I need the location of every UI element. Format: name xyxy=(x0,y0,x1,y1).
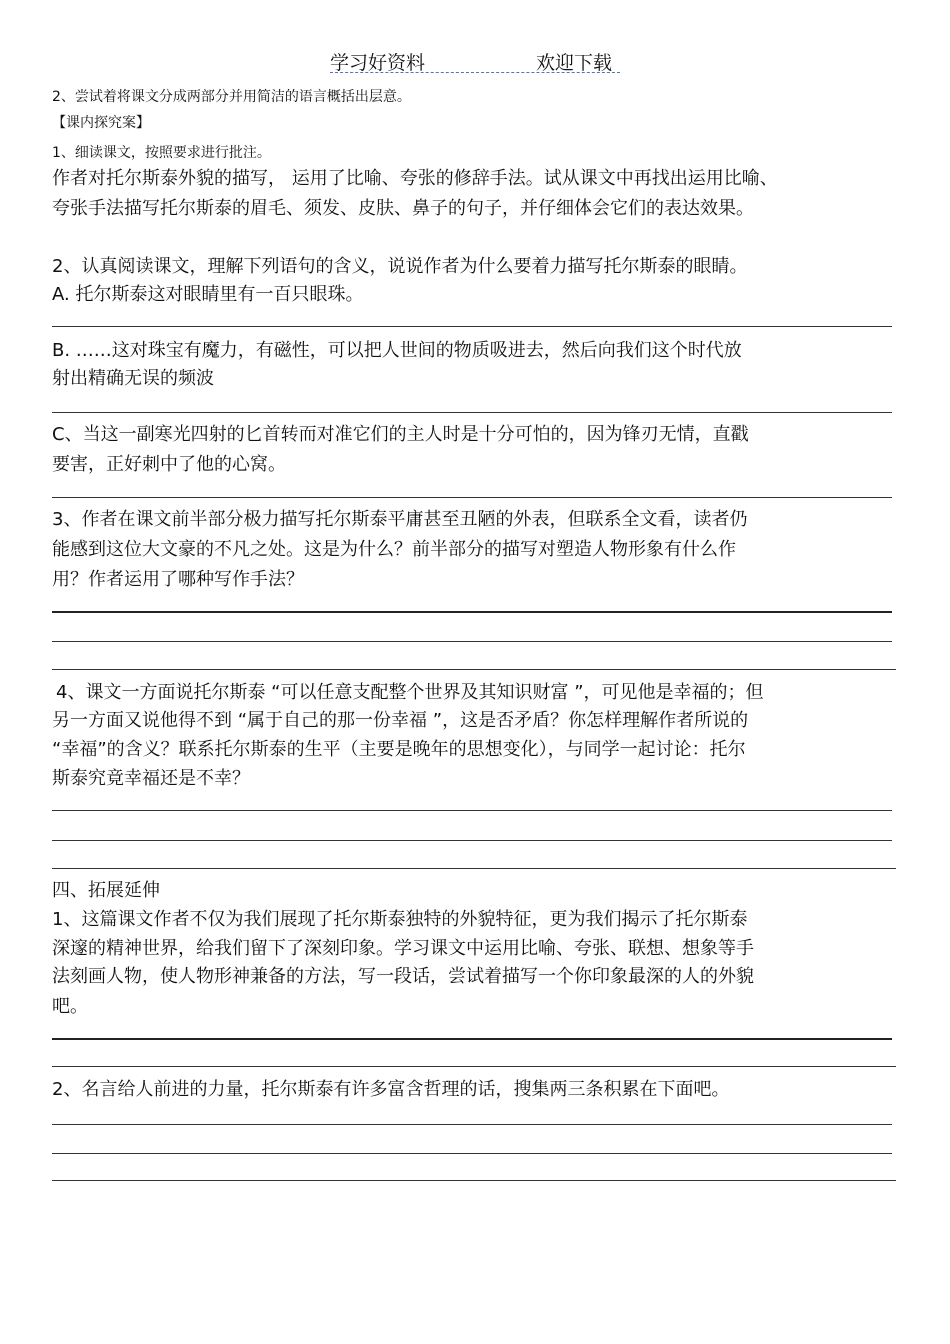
answer-line xyxy=(52,868,896,869)
part2-c-line2: 要害，正好刺中了他的心窝。 xyxy=(52,454,286,475)
question-2-divide: 2、尝试着将课文分成两部分并用简洁的语言概括出层意。 xyxy=(52,89,411,105)
answer-line xyxy=(52,1038,892,1040)
extension-line1: 1、这篇课文作者不仅为我们展现了托尔斯泰独特的外貌特征，更为我们揭示了托尔斯泰 xyxy=(52,909,748,930)
extension-line3: 法刻画人物，使人物形神兼备的方法，写一段话，尝试着描写一个你印象最深的人的外貌 xyxy=(52,966,754,987)
answer-line xyxy=(52,1153,892,1154)
answer-line xyxy=(52,1180,896,1181)
header-right: 欢迎下载 xyxy=(536,52,613,74)
answer-line xyxy=(52,412,892,413)
part4-line2: 另一方面又说他得不到 “属于自己的那一份幸福 ”，这是否矛盾？你怎样理解作者所说的 xyxy=(52,710,749,731)
answer-line xyxy=(52,810,892,811)
part1-line1: 作者对托尔斯泰外貌的描写， 运用了比喻、夸张的修辞手法。试从课文中再找出运用比喻、 xyxy=(52,168,778,189)
answer-line xyxy=(52,611,892,613)
part4-line4: 斯泰究竟幸福还是不幸？ xyxy=(52,768,250,789)
part3-line1: 3、作者在课文前半部分极力描写托尔斯泰平庸甚至丑陋的外表，但联系全文看，读者仍 xyxy=(52,509,748,530)
answer-line xyxy=(52,326,892,327)
answer-line xyxy=(52,1124,892,1125)
part2-b-line2: 射出精确无误的频波 xyxy=(52,368,214,389)
item-1: 1、细读课文，按照要求进行批注。 xyxy=(52,145,271,161)
part3-line2: 能感到这位大文豪的不凡之处。这是为什么？前半部分的描写对塑造人物形象有什么作 xyxy=(52,539,736,560)
extension-title: 四、拓展延伸 xyxy=(52,880,160,901)
part2-b-line1: B. ……这对珠宝有魔力，有磁性，可以把人世间的物质吸进去，然后向我们这个时代放 xyxy=(52,340,742,361)
extension-line2: 深邃的精神世界，给我们留下了深刻印象。学习课文中运用比喻、夸张、联想、想象等手 xyxy=(52,938,754,959)
extension-question-2: 2、名言给人前进的力量，托尔斯泰有许多富含哲理的话，搜集两三条积累在下面吧。 xyxy=(52,1079,730,1100)
part3-line3: 用？作者运用了哪种写作手法？ xyxy=(52,569,304,590)
part2-a: A. 托尔斯泰这对眼睛里有一百只眼珠。 xyxy=(52,284,364,305)
section-heading: 【课内探究案】 xyxy=(52,115,150,131)
header-left: 学习好资料 xyxy=(330,52,426,74)
answer-line xyxy=(52,840,892,841)
answer-line xyxy=(52,497,892,498)
part1-line2: 夸张手法描写托尔斯泰的眉毛、须发、皮肤、鼻子的句子，并仔细体会它们的表达效果。 xyxy=(52,198,754,219)
answer-line xyxy=(52,641,892,642)
answer-line xyxy=(52,669,896,670)
extension-line4: 吧。 xyxy=(52,996,88,1017)
part4-line1: 4、课文一方面说托尔斯泰 “可以任意支配整个世界及其知识财富 ”，可见他是幸福的；但 xyxy=(56,682,764,703)
header-underline xyxy=(330,72,620,73)
part2-c-line1: C、当这一副寒光四射的匕首转而对准它们的主人时是十分可怕的，因为锋刃无情，直戳 xyxy=(52,424,749,445)
part2-question: 2、认真阅读课文，理解下列语句的含义，说说作者为什么要着力描写托尔斯泰的眼睛。 xyxy=(52,256,748,277)
answer-line xyxy=(52,1066,896,1067)
part4-line3: “幸福”的含义？联系托尔斯泰的生平（主要是晚年的思想变化），与同学一起讨论：托尔 xyxy=(52,739,746,760)
